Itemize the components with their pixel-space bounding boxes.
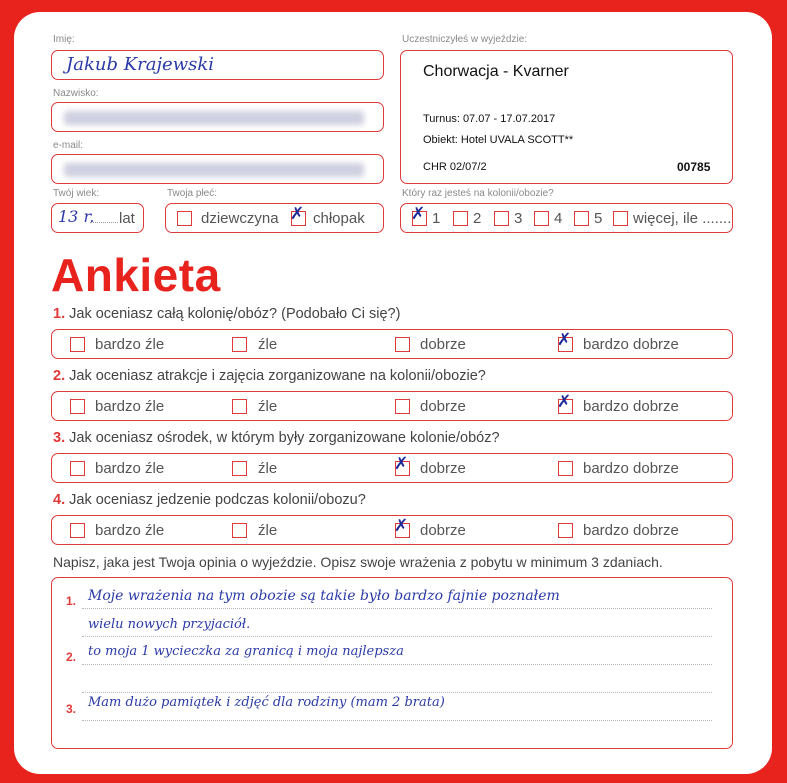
times-checkbox-1[interactable] bbox=[411, 204, 427, 226]
q3-option-label: bardzo dobrze bbox=[583, 460, 679, 477]
question-3-options bbox=[51, 453, 733, 483]
surname-field[interactable] bbox=[51, 102, 384, 132]
q2-option-good[interactable] bbox=[395, 399, 410, 414]
opinion-box[interactable] bbox=[51, 577, 733, 749]
question-2-options bbox=[51, 391, 733, 421]
q3-option-label: źle bbox=[258, 460, 278, 477]
q1-option-very-good[interactable] bbox=[557, 330, 573, 352]
opinion-line-number: 1. bbox=[66, 594, 77, 608]
q1-option-label: dobrze bbox=[420, 336, 466, 353]
times-label-4: 4 bbox=[554, 210, 563, 227]
age-field[interactable] bbox=[51, 203, 144, 233]
q3-option-good[interactable] bbox=[394, 454, 410, 476]
q4-option-very-bad[interactable] bbox=[70, 523, 85, 538]
q3-option-very-good[interactable] bbox=[558, 461, 573, 476]
times-checkbox-5[interactable] bbox=[574, 211, 589, 226]
q4-option-good[interactable] bbox=[394, 516, 410, 538]
gender-label-female: dziewczyna bbox=[201, 210, 279, 227]
q3-option-label: dobrze bbox=[420, 460, 466, 477]
name-field[interactable] bbox=[51, 50, 384, 80]
times-field bbox=[400, 203, 733, 233]
q3-option-label: bardzo źle bbox=[95, 460, 165, 477]
times-label: Który raz jesteś na kolonii/obozie? bbox=[402, 188, 554, 199]
writing-line bbox=[82, 692, 712, 693]
survey-sheet bbox=[14, 12, 772, 774]
opinion-line-number: 3. bbox=[66, 702, 77, 716]
times-checkbox-2[interactable] bbox=[453, 211, 468, 226]
times-label-5: 5 bbox=[594, 210, 603, 227]
surname-label: Nazwisko: bbox=[53, 88, 99, 99]
trip-box bbox=[400, 50, 733, 184]
gender-field bbox=[165, 203, 384, 233]
times-label-3: 3 bbox=[514, 210, 523, 227]
opinion-line-2: to moja 1 wycieczka za granicą i moja najlepsza bbox=[88, 644, 404, 659]
times-checkbox-more[interactable] bbox=[613, 211, 628, 226]
q1-option-very-bad[interactable] bbox=[70, 337, 85, 352]
question-4-options bbox=[51, 515, 733, 545]
times-label-2: 2 bbox=[473, 210, 482, 227]
question-1: 1. Jak oceniasz całą kolonię/obóz? (Podobało Ci się?) bbox=[53, 306, 401, 322]
q1-option-label: bardzo źle bbox=[95, 336, 165, 353]
trip-label: Uczestniczyłeś w wyjeździe: bbox=[402, 34, 528, 45]
age-value: 13 r. bbox=[58, 207, 95, 226]
trip-turnus: Turnus: 07.07 - 17.07.2017 bbox=[423, 113, 556, 125]
check-mark-icon: ✗ bbox=[557, 330, 572, 350]
survey-title: Ankieta bbox=[51, 249, 221, 301]
q2-option-label: źle bbox=[258, 398, 278, 415]
trip-code: CHR 02/07/2 bbox=[423, 161, 487, 173]
q4-option-label: źle bbox=[258, 522, 278, 539]
question-2: 2. Jak oceniasz atrakcje i zajęcia zorganizowane na kolonii/obozie? bbox=[53, 368, 486, 384]
trip-obiekt: Obiekt: Hotel UVALA SCOTT** bbox=[423, 134, 574, 146]
email-label: e-mail: bbox=[53, 140, 84, 151]
writing-line bbox=[82, 720, 712, 721]
q4-option-label: dobrze bbox=[420, 522, 466, 539]
times-checkbox-3[interactable] bbox=[494, 211, 509, 226]
surname-redacted bbox=[64, 111, 364, 125]
gender-label: Twoja płeć: bbox=[167, 188, 218, 199]
name-value: Jakub Krajewski bbox=[66, 54, 215, 75]
check-mark-icon: ✗ bbox=[290, 204, 305, 224]
q4-option-bad[interactable] bbox=[232, 523, 247, 538]
question-4: 4. Jak oceniasz jedzenie podczas kolonii/obozu? bbox=[53, 492, 366, 508]
q1-option-bad[interactable] bbox=[232, 337, 247, 352]
q4-option-label: bardzo dobrze bbox=[583, 522, 679, 539]
q1-option-label: źle bbox=[258, 336, 278, 353]
q3-option-bad[interactable] bbox=[232, 461, 247, 476]
age-dots bbox=[90, 222, 118, 223]
trip-number: 00785 bbox=[677, 160, 711, 174]
writing-line bbox=[82, 664, 712, 665]
gender-checkbox-female[interactable] bbox=[177, 211, 192, 226]
gender-label-male: chłopak bbox=[313, 210, 365, 227]
opinion-line-1: Moje wrażenia na tym obozie są takie było bardzo fajnie poznałem bbox=[88, 588, 560, 604]
opinion-prompt: Napisz, jaka jest Twoja opinia o wyjeździe. Opisz swoje wrażenia z pobytu w minimum 3 zdaniach. bbox=[53, 554, 663, 570]
age-label: Twój wiek: bbox=[53, 188, 100, 199]
check-mark-icon: ✗ bbox=[411, 204, 426, 224]
q2-option-label: bardzo dobrze bbox=[583, 398, 679, 415]
q1-option-good[interactable] bbox=[395, 337, 410, 352]
q2-option-bad[interactable] bbox=[232, 399, 247, 414]
opinion-line-3: Mam dużo pamiątek i zdjęć dla rodziny (mam 2 brata) bbox=[88, 695, 445, 710]
email-redacted bbox=[64, 163, 364, 177]
question-3: 3. Jak oceniasz ośrodek, w którym były zorganizowane kolonie/obóz? bbox=[53, 430, 500, 446]
q2-option-very-good[interactable] bbox=[557, 392, 573, 414]
q1-option-label: bardzo dobrze bbox=[583, 336, 679, 353]
age-unit: lat bbox=[119, 210, 135, 227]
q4-option-very-good[interactable] bbox=[558, 523, 573, 538]
writing-line bbox=[82, 608, 712, 609]
check-mark-icon: ✗ bbox=[394, 454, 409, 474]
gender-checkbox-male[interactable] bbox=[290, 204, 306, 226]
question-1-options bbox=[51, 329, 733, 359]
times-label-1: 1 bbox=[432, 210, 441, 227]
q4-option-label: bardzo źle bbox=[95, 522, 165, 539]
q2-option-label: bardzo źle bbox=[95, 398, 165, 415]
opinion-line-1b: wielu nowych przyjaciół. bbox=[88, 617, 251, 632]
times-checkbox-4[interactable] bbox=[534, 211, 549, 226]
q2-option-label: dobrze bbox=[420, 398, 466, 415]
q3-option-very-bad[interactable] bbox=[70, 461, 85, 476]
writing-line bbox=[82, 636, 712, 637]
check-mark-icon: ✗ bbox=[557, 392, 572, 412]
email-field[interactable] bbox=[51, 154, 384, 184]
check-mark-icon: ✗ bbox=[394, 516, 409, 536]
opinion-line-number: 2. bbox=[66, 650, 77, 664]
trip-name: Chorwacja - Kvarner bbox=[423, 63, 569, 80]
times-label-more: więcej, ile ....... bbox=[633, 210, 732, 227]
q2-option-very-bad[interactable] bbox=[70, 399, 85, 414]
name-label: Imię: bbox=[53, 34, 75, 45]
